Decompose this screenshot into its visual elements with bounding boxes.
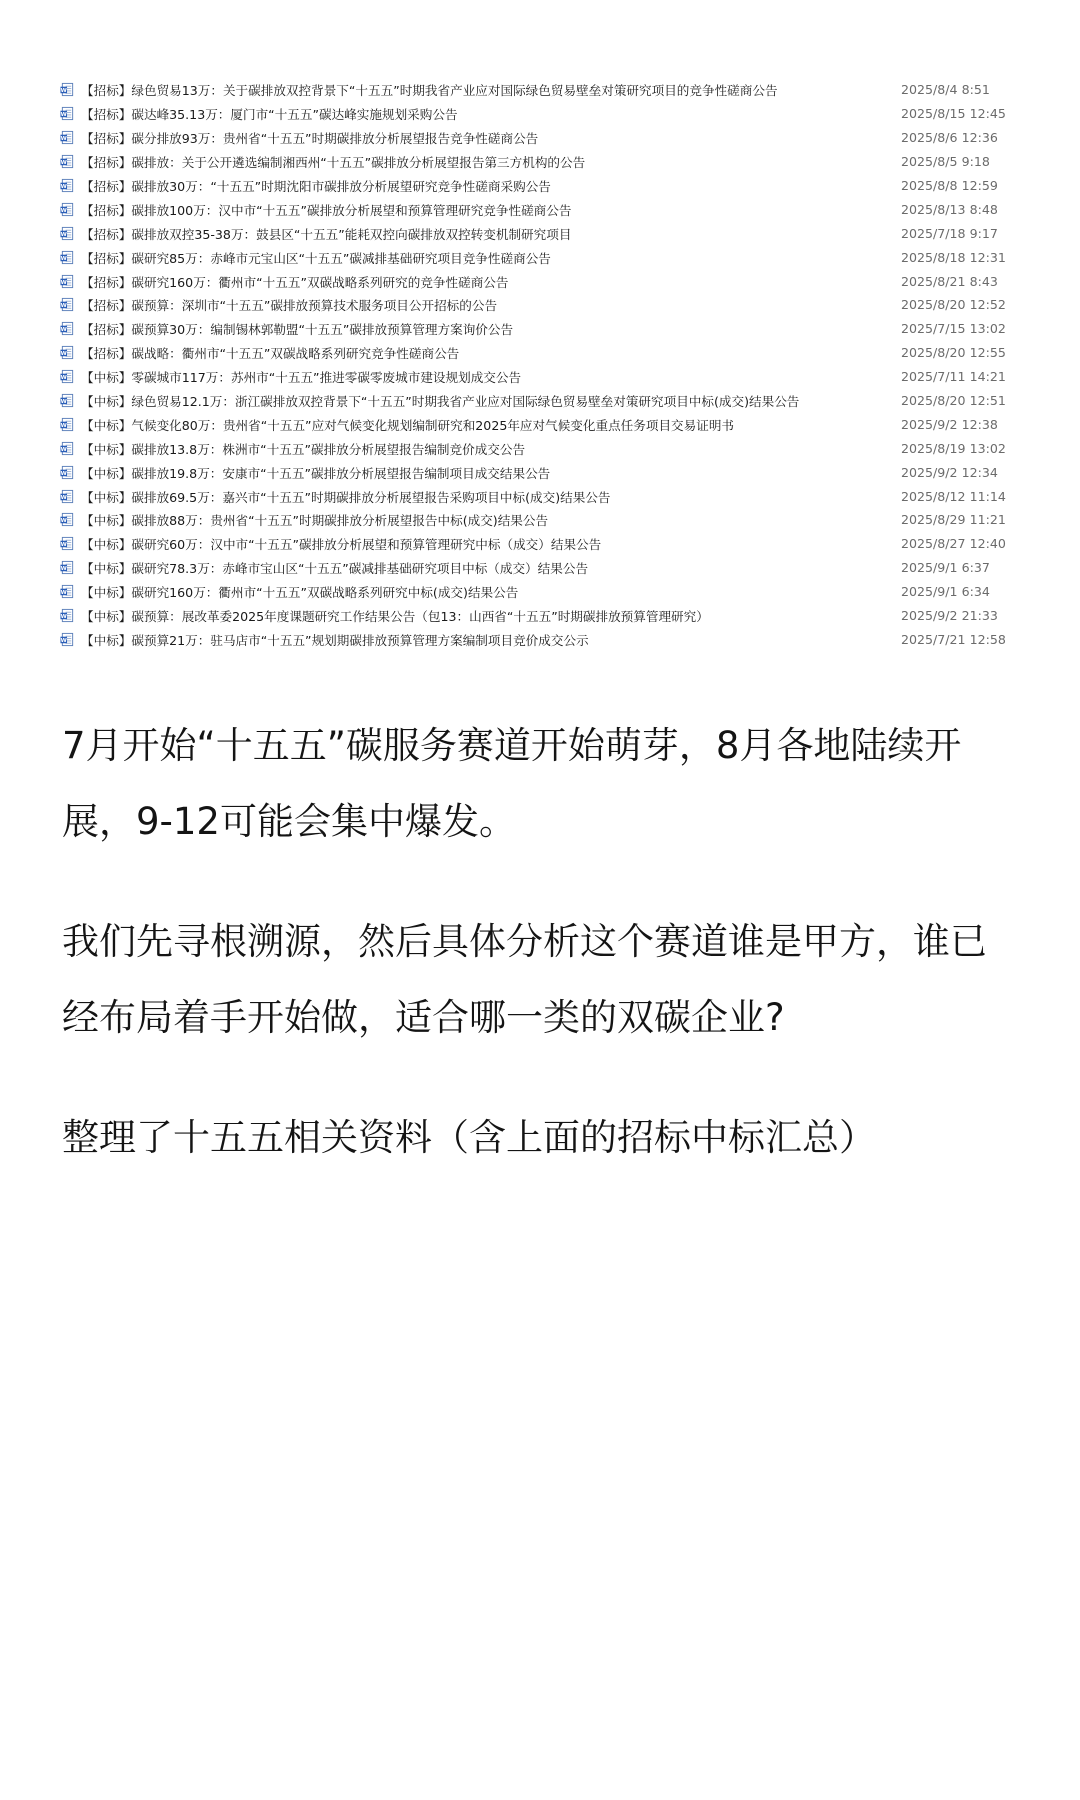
file-row[interactable] [60, 317, 1010, 341]
file-list [60, 78, 1010, 651]
svg-text:W: W [60, 518, 67, 525]
file-modified-date: 2025/7/18 9:17 [901, 225, 998, 241]
file-row[interactable] [60, 150, 1010, 174]
word-document-icon [60, 250, 75, 265]
file-name: 【招标】碳研究160万：衢州市“十五五”双碳战略系列研究的竞争性磋商公告 [81, 274, 509, 290]
svg-text:W: W [60, 327, 67, 334]
svg-text:W: W [60, 470, 67, 477]
svg-text:W: W [60, 183, 67, 190]
svg-text:W: W [60, 207, 67, 214]
file-name: 【招标】碳预算30万：编制锡林郭勒盟“十五五”碳排放预算管理方案询价公告 [81, 322, 514, 338]
svg-text:W: W [60, 590, 67, 597]
file-modified-date: 2025/8/12 11:14 [901, 488, 1006, 504]
file-modified-date: 2025/8/8 12:59 [901, 178, 998, 193]
file-modified-date: 2025/7/15 13:02 [901, 321, 1006, 337]
file-name: 【招标】碳分排放93万：贵州省“十五五”时期碳排放分析展望报告竞争性磋商公告 [81, 131, 539, 147]
word-document-icon [60, 560, 75, 575]
svg-text:W: W [60, 637, 67, 644]
article-paragraph-2: 我们先寻根溯源，然后具体分析这个赛道谁是甲方，谁已经布局着手开始做，适合哪一类的双碳企业? [62, 920, 987, 1039]
file-name: 【中标】碳排放19.8万：安康市“十五五”碳排放分析展望报告编制项目成交结果公告 [81, 465, 551, 481]
file-name: 【中标】零碳城市117万：苏州市“十五五”推进零碳零废城市建设规划成交公告 [81, 370, 522, 386]
svg-text:W: W [60, 613, 67, 620]
svg-text:W: W [60, 542, 67, 549]
file-row[interactable] [60, 508, 1010, 532]
word-document-icon [60, 369, 75, 384]
file-name: 【招标】碳达峰35.13万：厦门市“十五五”碳达峰实施规划采购公告 [81, 107, 458, 123]
svg-text:W: W [60, 88, 67, 95]
file-row[interactable] [60, 197, 1010, 221]
file-name: 【招标】碳排放100万：汉中市“十五五”碳排放分析展望和预算管理研究竞争性磋商公告 [81, 202, 572, 218]
svg-text:W: W [60, 351, 67, 358]
file-name: 【中标】碳预算：展改革委2025年度课题研究工作结果公告（包13：山西省“十五五”时期碳排放预算管理研究） [81, 609, 709, 625]
word-document-icon [60, 441, 75, 456]
svg-text:W: W [60, 446, 67, 453]
word-document-icon [60, 465, 75, 480]
file-modified-date: 2025/8/20 12:55 [901, 345, 1006, 361]
file-row[interactable] [60, 174, 1010, 198]
file-row[interactable] [60, 341, 1010, 365]
file-modified-date: 2025/8/18 12:31 [901, 249, 1006, 265]
word-document-icon [60, 321, 75, 336]
file-name: 【中标】绿色贸易12.1万：浙江碳排放双控背景下“十五五”时期我省产业应对国际绿色贸易壁垒对策研究项目中标(成交)结果公告 [81, 394, 800, 410]
svg-text:W: W [60, 494, 67, 501]
file-row[interactable] [60, 436, 1010, 460]
word-document-icon [60, 584, 75, 599]
word-document-icon [60, 512, 75, 527]
file-modified-date: 2025/9/2 12:34 [901, 464, 998, 480]
word-document-icon [60, 154, 75, 169]
file-row[interactable] [60, 532, 1010, 556]
file-name: 【中标】碳排放88万：贵州省“十五五”时期碳排放分析展望报告中标(成交)结果公告 [81, 513, 549, 529]
word-document-icon [60, 297, 75, 312]
file-modified-date: 2025/8/27 12:40 [901, 536, 1006, 552]
file-name: 【招标】碳战略：衢州市“十五五”双碳战略系列研究竞争性磋商公告 [81, 346, 460, 362]
file-row[interactable] [60, 102, 1010, 126]
svg-text:W: W [60, 160, 67, 167]
word-document-icon [60, 489, 75, 504]
word-document-icon [60, 82, 75, 97]
word-document-icon [60, 226, 75, 241]
svg-text:W: W [60, 566, 67, 573]
file-modified-date: 2025/7/21 12:58 [901, 631, 1006, 647]
svg-text:W: W [60, 255, 67, 262]
word-document-icon [60, 632, 75, 647]
file-row[interactable] [60, 484, 1010, 508]
file-name: 【中标】碳研究78.3万：赤峰市宝山区“十五五”碳减排基础研究项目中标（成交）结果公告 [81, 561, 589, 577]
word-document-icon [60, 274, 75, 289]
svg-text:W: W [60, 422, 67, 429]
file-row[interactable] [60, 412, 1010, 436]
file-row[interactable] [60, 245, 1010, 269]
file-modified-date: 2025/8/5 9:18 [901, 154, 990, 170]
svg-text:W: W [60, 303, 67, 310]
file-modified-date: 2025/9/2 12:38 [901, 416, 998, 432]
file-row[interactable] [60, 627, 1010, 651]
file-row[interactable] [60, 460, 1010, 484]
svg-text:W: W [60, 136, 67, 143]
word-document-icon [60, 417, 75, 432]
word-document-icon [60, 536, 75, 551]
file-modified-date: 2025/9/1 6:37 [901, 560, 990, 576]
word-document-icon [60, 130, 75, 145]
file-name: 【招标】碳研究85万：赤峰市元宝山区“十五五”碳减排基础研究项目竞争性磋商公告 [81, 250, 551, 266]
file-row[interactable] [60, 389, 1010, 413]
svg-text:W: W [60, 231, 67, 238]
word-document-icon [60, 393, 75, 408]
file-row[interactable] [60, 126, 1010, 150]
word-document-icon [60, 178, 75, 193]
file-name: 【招标】碳排放：关于公开遴选编制湘西州“十五五”碳排放分析展望报告第三方机构的公告 [81, 155, 586, 171]
word-document-icon [60, 202, 75, 217]
file-row[interactable] [60, 604, 1010, 628]
file-row[interactable] [60, 365, 1010, 389]
file-modified-date: 2025/7/11 14:21 [901, 369, 1006, 385]
file-modified-date: 2025/9/2 21:33 [901, 608, 998, 624]
file-row[interactable] [60, 580, 1010, 604]
svg-text:W: W [60, 279, 67, 286]
file-row[interactable] [60, 221, 1010, 245]
file-modified-date: 2025/8/4 8:51 [901, 82, 990, 98]
article-body [62, 708, 1022, 1220]
file-name: 【中标】气候变化80万：贵州省“十五五”应对气候变化规划编制研究和2025年应对气候变化重点任务项目交易证明书 [81, 417, 735, 433]
svg-text:W: W [60, 112, 67, 119]
file-modified-date: 2025/8/29 11:21 [901, 512, 1006, 528]
file-row[interactable] [60, 293, 1010, 317]
file-name: 【中标】碳排放13.8万：株洲市“十五五”碳排放分析展望报告编制竞价成交公告 [81, 441, 526, 457]
file-name: 【中标】碳排放69.5万：嘉兴市“十五五”时期碳排放分析展望报告采购项目中标(成交)结果公告 [81, 489, 611, 505]
file-modified-date: 2025/8/15 12:45 [901, 106, 1006, 122]
file-name: 【招标】绿色贸易13万：关于碳排放双控背景下“十五五”时期我省产业应对国际绿色贸易壁垒对策研究项目的竞争性磋商公告 [81, 83, 778, 99]
file-modified-date: 2025/8/13 8:48 [901, 201, 998, 217]
file-name: 【招标】碳排放30万：“十五五”时期沈阳市碳排放分析展望研究竞争性磋商采购公告 [81, 179, 551, 194]
article-paragraph-3: 整理了十五五相关资料（含上面的招标中标汇总） [62, 1116, 876, 1159]
file-modified-date: 2025/8/20 12:52 [901, 297, 1006, 313]
file-name: 【中标】碳预算21万：驻马店市“十五五”规划期碳排放预算管理方案编制项目竞价成交公示 [81, 632, 589, 648]
article-paragraph-1: 7月开始“十五五”碳服务赛道开始萌芽，8月各地陆续开展，9-12可能会集中爆发。 [62, 724, 962, 843]
file-name: 【中标】碳研究160万：衢州市“十五五”双碳战略系列研究中标(成交)结果公告 [81, 585, 519, 601]
file-row[interactable] [60, 556, 1010, 580]
file-modified-date: 2025/8/19 13:02 [901, 440, 1006, 456]
file-modified-date: 2025/9/1 6:34 [901, 584, 990, 600]
svg-text:W: W [60, 398, 67, 405]
file-modified-date: 2025/8/6 12:36 [901, 130, 998, 146]
word-document-icon [60, 345, 75, 360]
file-row[interactable] [60, 269, 1010, 293]
file-name: 【招标】碳排放双控35-38万：鼓县区“十五五”能耗双控向碳排放双控转变机制研究项目 [81, 226, 572, 242]
word-document-icon [60, 106, 75, 121]
file-name: 【招标】碳预算：深圳市“十五五”碳排放预算技术服务项目公开招标的公告 [81, 298, 498, 314]
file-row[interactable] [60, 78, 1010, 102]
file-modified-date: 2025/8/21 8:43 [901, 273, 998, 289]
svg-text:W: W [60, 375, 67, 382]
word-document-icon [60, 608, 75, 623]
file-modified-date: 2025/8/20 12:51 [901, 393, 1006, 409]
file-name: 【中标】碳研究60万：汉中市“十五五”碳排放分析展望和预算管理研究中标（成交）结果公告 [81, 537, 602, 553]
